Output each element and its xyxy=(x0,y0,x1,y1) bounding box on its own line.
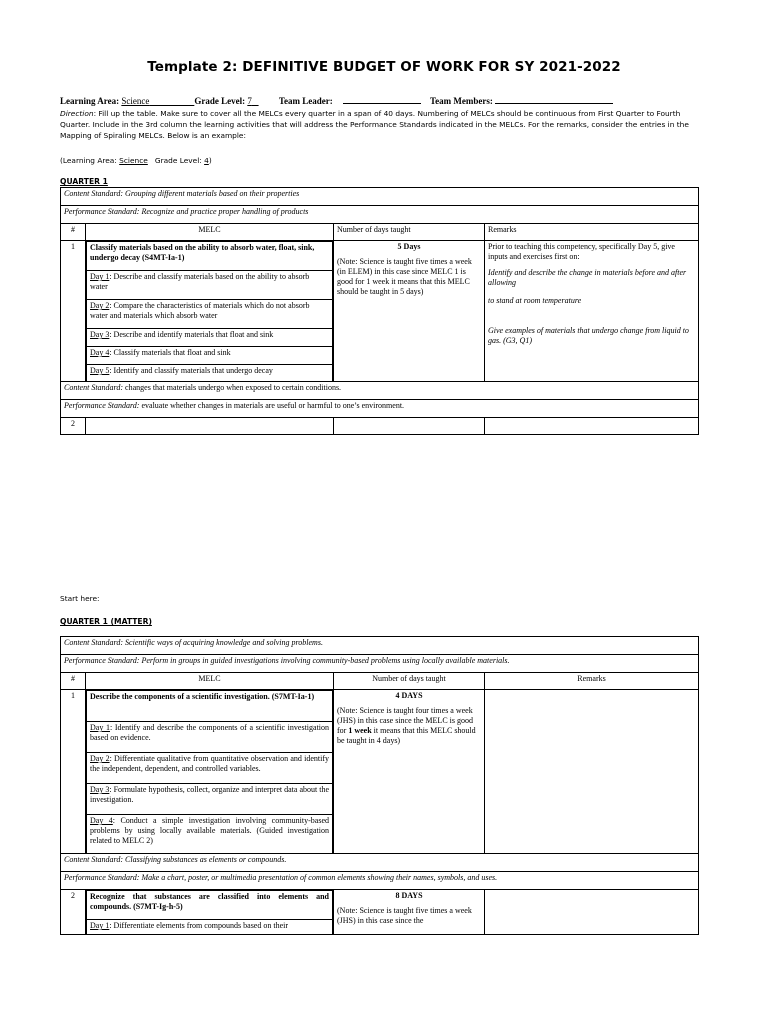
melc-title: Recognize that substances are classified into elements and compounds. (S7MT-Ig-h-5) xyxy=(87,891,333,920)
col-header-remarks: Remarks xyxy=(485,224,699,241)
start-here-label: Start here: xyxy=(60,594,100,603)
melc-cell xyxy=(86,890,334,935)
content-standard-row: Content Standard: changes that materials undergo when exposed to certain conditions. xyxy=(61,382,699,400)
days-cell xyxy=(334,890,485,935)
days-count: 8 DAYS xyxy=(395,891,423,900)
team-leader-blank[interactable] xyxy=(343,95,421,104)
day-item: Day 3: Describe and identify materials that float and sink xyxy=(87,329,333,347)
team-members-blank[interactable] xyxy=(495,95,613,104)
remark-text: to stand at room temperature xyxy=(488,296,582,305)
learning-area-value: Science xyxy=(121,96,150,106)
melc-cell xyxy=(86,690,334,854)
empty-days-cell[interactable] xyxy=(334,418,485,435)
remark-text: Prior to teaching this competency, specifically Day 5, give inputs and exercises first on: xyxy=(488,242,675,261)
col-header-remarks: Remarks xyxy=(485,673,699,690)
empty-melc-cell[interactable] xyxy=(86,418,334,435)
days-note: (Note: Science is taught five times a week (JHS) in this case since the xyxy=(337,906,472,925)
direction-label: Direction xyxy=(60,109,94,118)
day-item: Day 4: Conduct a simple investigation involving community-based problems by using locally available materials. (Guided investigation related to MELC 2) xyxy=(87,815,333,854)
remarks-cell[interactable] xyxy=(485,890,699,935)
col-header-days: Number of days taught xyxy=(334,673,485,690)
days-cell xyxy=(334,241,485,382)
day-item: Day 3: Formulate hypothesis, collect, organize and interpret data about the investigation. xyxy=(87,784,333,815)
performance-standard-row: Performance Standard: Make a chart, poster, or multimedia presentation of common elements showing their names, symbols, and uses. xyxy=(61,872,699,890)
performance-standard-row: Performance Standard: Recognize and practice proper handling of products xyxy=(61,206,699,224)
day-item: Day 4: Classify materials that float and sink xyxy=(87,347,333,365)
grade-level-label: Grade Level: xyxy=(194,96,246,106)
row-number: 1 xyxy=(61,241,86,382)
row-number: 1 xyxy=(61,690,86,854)
melc-title: Describe the components of a scientific investigation. (S7MT-Ia-1) xyxy=(87,691,333,722)
direction-text xyxy=(60,108,712,141)
day-item: Day 1: Identify and describe the components of a scientific investigation based on evidence. xyxy=(87,722,333,753)
days-count: 4 DAYS xyxy=(395,691,423,700)
budget-of-work-table xyxy=(60,636,699,935)
day-item: Day 2: Compare the characteristics of materials which do not absorb water and materials which absorb water xyxy=(87,300,333,329)
team-members-label: Team Members: xyxy=(430,96,493,106)
remarks-cell xyxy=(485,241,699,382)
day-item: Day 1: Differentiate elements from compounds based on their xyxy=(87,920,333,935)
direction-body: : Fill up the table. Make sure to cover all the MELCs every quarter in a span of 40 days. Numbering of MELCs should be continuous from First Quarter to Fourth Quarter. Include in the 3rd column the learning activities that will address the Performance Standards indicated in the MELCs. For the remarks, consider the entries in the Mapping of Spiraling MELCs. Below is an example: xyxy=(60,109,689,140)
grade-level-value: 7 xyxy=(247,96,252,106)
remark-text: Identify and describe the change in materials before and after allowing xyxy=(488,268,687,287)
remarks-cell[interactable] xyxy=(485,690,699,854)
main-quarter-label: QUARTER 1 (MATTER) xyxy=(60,617,152,626)
team-leader-label: Team Leader: xyxy=(278,96,333,106)
content-standard-row: Content Standard: Grouping different materials based on their properties xyxy=(61,188,699,206)
col-header-melc: MELC xyxy=(86,224,334,241)
performance-standard-row: Performance Standard: Perform in groups in guided investigations involving community-based problems using locally available materials. xyxy=(61,655,699,673)
example-budget-table xyxy=(60,187,699,435)
header-info-line xyxy=(60,95,613,106)
remark-text: Give examples of materials that undergo change from liquid to gas. (G3, Q1) xyxy=(488,326,689,345)
melc-title: Classify materials based on the ability to absorb water, float, sink, undergo decay (S4MT-Ia-1) xyxy=(87,242,333,271)
days-note: (Note: Science is taught four times a week (JHS) in this case since the MELC is good for 1 week it means that this MELC should be taught in 4 days) xyxy=(337,706,476,745)
day-item: Day 2: Differentiate qualitative from quantitative observation and identify the independent, dependent, and controlled variables. xyxy=(87,753,333,784)
example-quarter-label: QUARTER 1 xyxy=(60,177,108,186)
content-standard-row: Content Standard: Classifying substances as elements or compounds. xyxy=(61,854,699,872)
row-number: 2 xyxy=(61,890,86,935)
example-line: (Learning Area: Science Grade Level: 4) xyxy=(60,156,212,165)
days-cell xyxy=(334,690,485,854)
col-header-melc: MELC xyxy=(86,673,334,690)
col-header-num: # xyxy=(61,673,86,690)
empty-remarks-cell[interactable] xyxy=(485,418,699,435)
days-note: (Note: Science is taught five times a week (in ELEM) in this case since MELC 1 is good for 1 week it means that this MELC should be taught in 5 days) xyxy=(337,257,472,296)
col-header-num: # xyxy=(61,224,86,241)
learning-area-label: Learning Area: xyxy=(60,96,120,106)
day-item: Day 5: Identify and classify materials that undergo decay xyxy=(87,365,333,382)
day-item: Day 1: Describe and classify materials based on the ability to absorb water xyxy=(87,271,333,300)
melc-cell xyxy=(86,241,334,382)
content-standard-row: Content Standard: Scientific ways of acquiring knowledge and solving problems. xyxy=(61,637,699,655)
days-count: 5 Days xyxy=(397,242,421,251)
col-header-days: Number of days taught xyxy=(334,224,485,241)
row-number: 2 xyxy=(61,418,86,435)
page-title: Template 2: DEFINITIVE BUDGET OF WORK FOR SY 2021-2022 xyxy=(147,59,621,75)
performance-standard-row: Performance Standard: evaluate whether changes in materials are useful or harmful to one’s environment. xyxy=(61,400,699,418)
